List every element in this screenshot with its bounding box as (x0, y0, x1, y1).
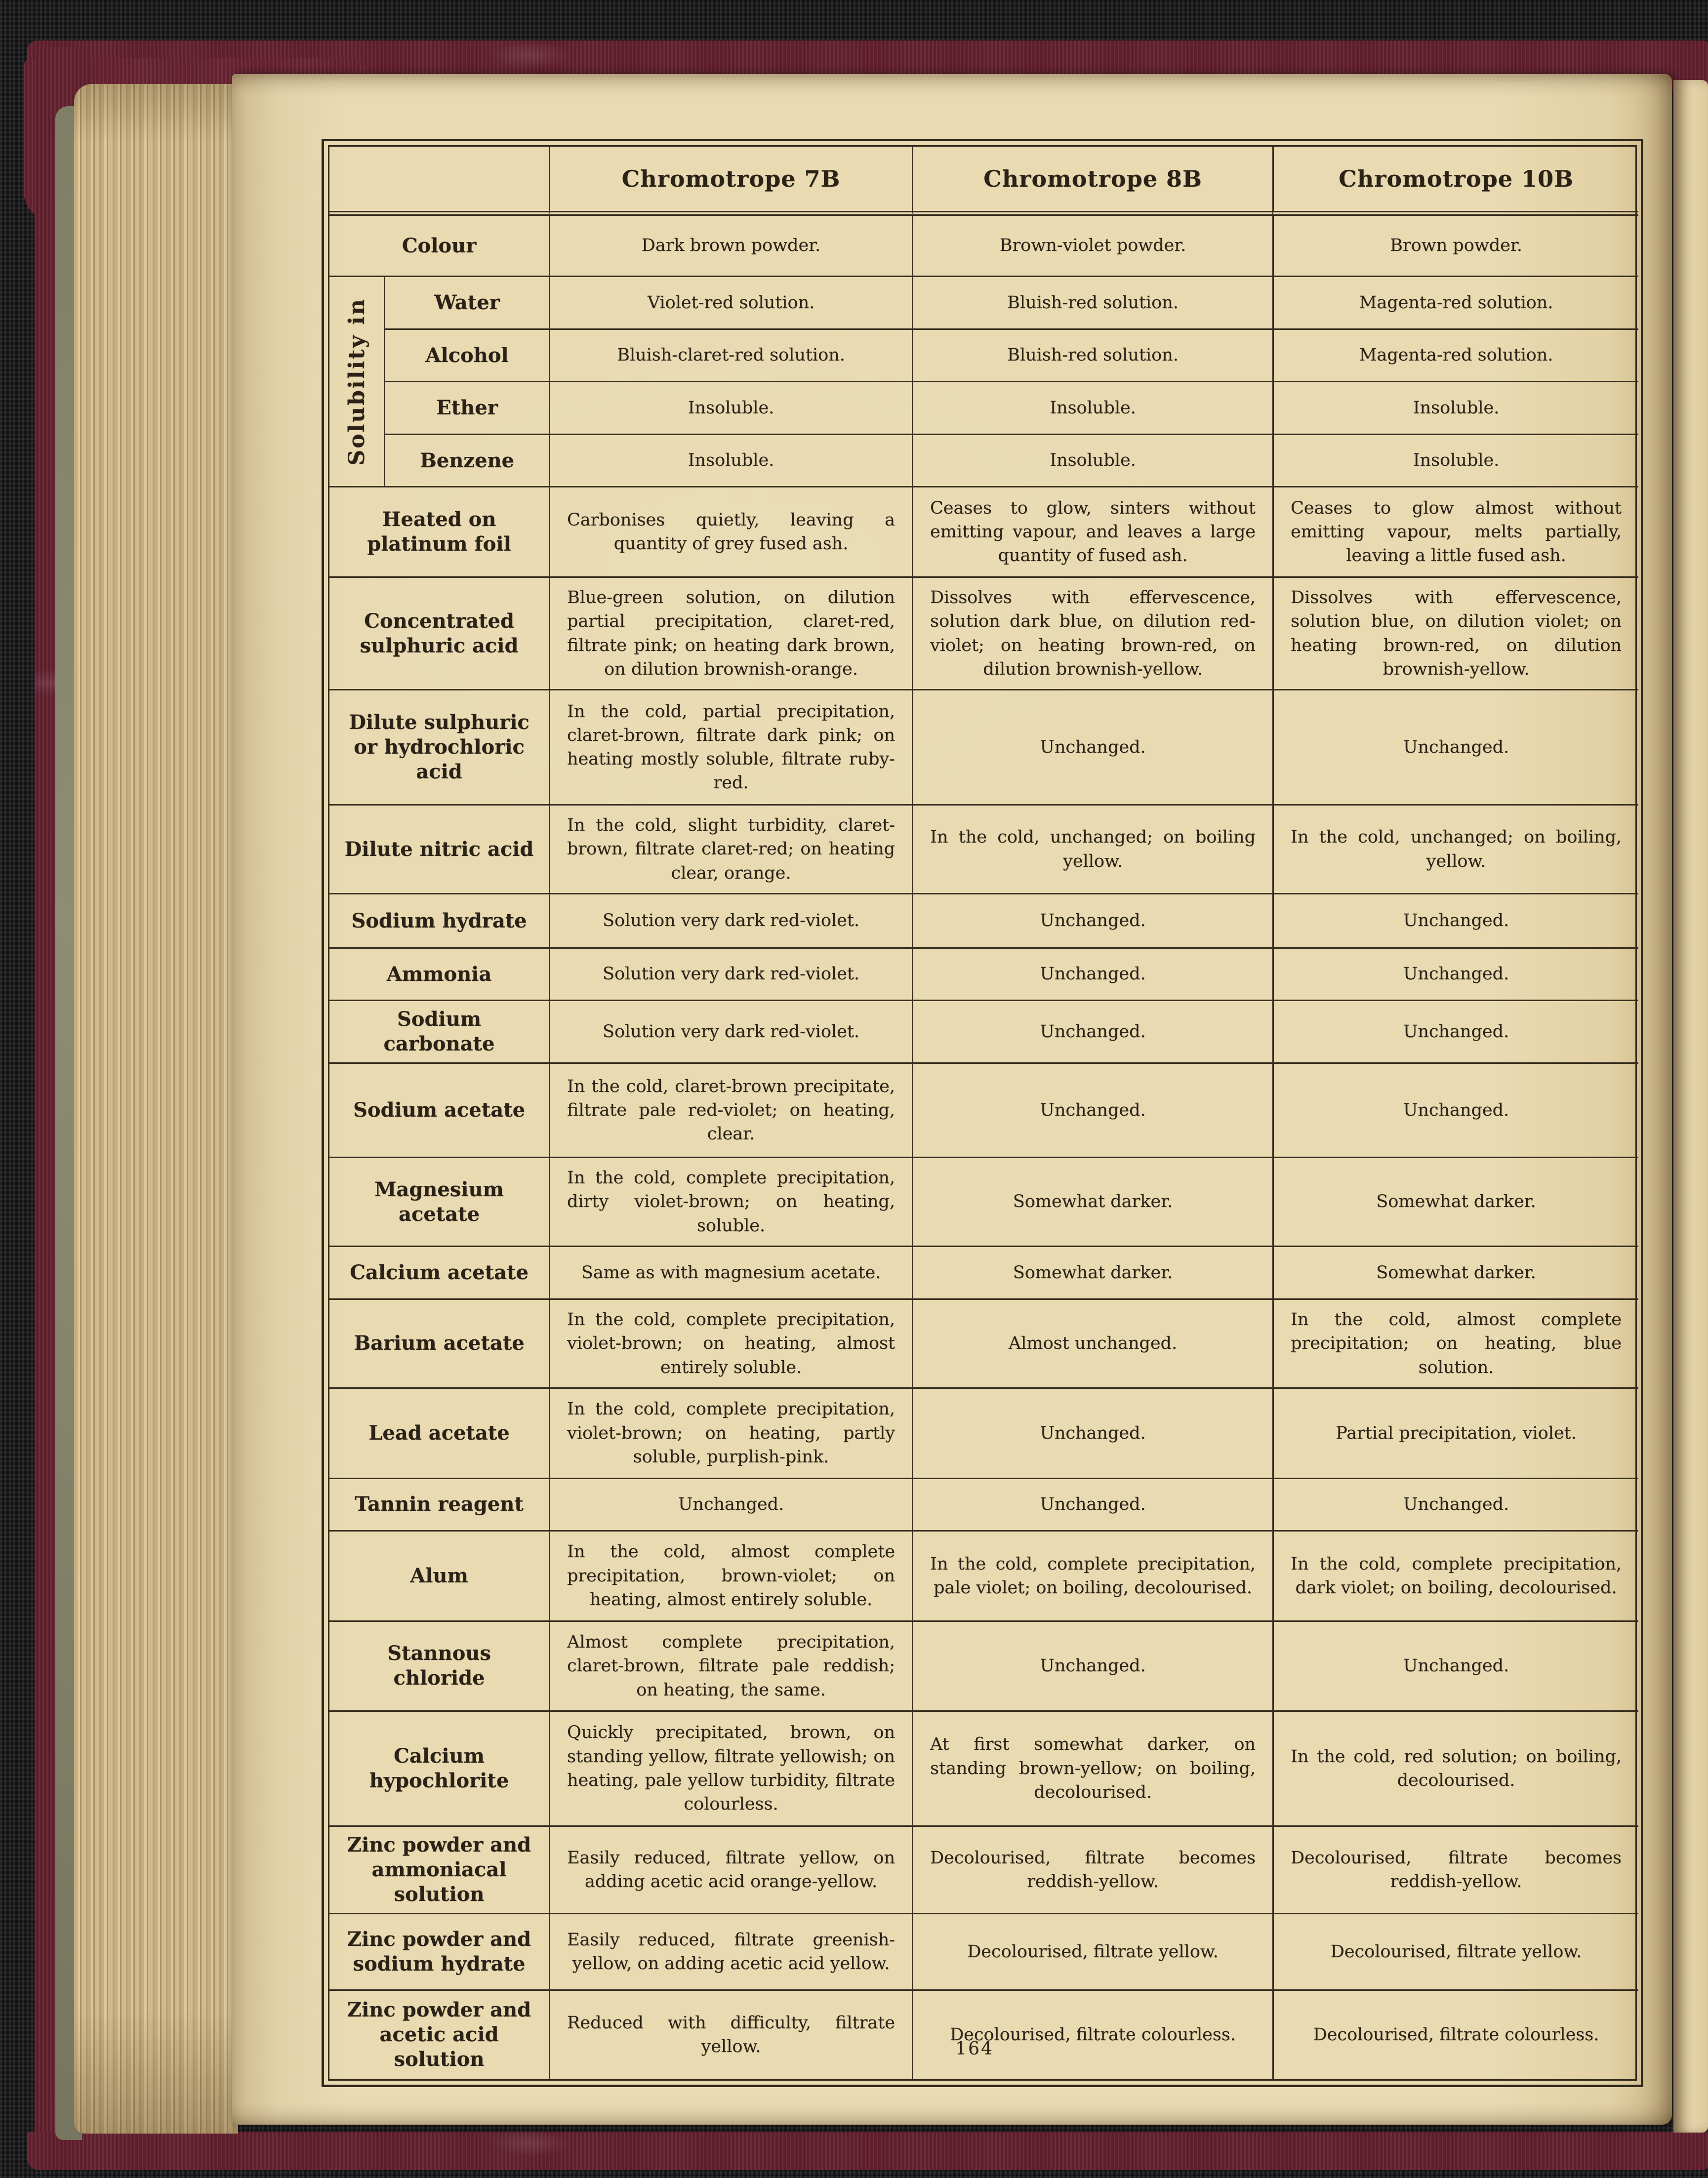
table-cell: Unchanged. (912, 1062, 1272, 1157)
table-cell: Somewhat darker. (1272, 1246, 1638, 1298)
table-grid (328, 145, 1637, 2081)
table-cell: Solution very dark red-violet. (549, 893, 912, 947)
row-label: Benzene (384, 434, 549, 486)
table-cell: Dissolves with effervescence, solution blue, on dilution violet; on heating brown-red, on dilution brownish-yellow. (1272, 576, 1638, 689)
table-cell: Unchanged. (1272, 947, 1638, 1000)
table-cell: Unchanged. (1272, 1620, 1638, 1710)
table-cell: Easily reduced, filtrate greenish-yellow, on adding acetic acid yellow. (549, 1913, 912, 1989)
table-cell: Bluish-red solution. (912, 276, 1272, 328)
table-cell: Unchanged. (912, 689, 1272, 804)
table-cell: Decolourised, filtrate colourless. (912, 1989, 1272, 2079)
table-cell: In the cold, unchanged; on boiling yellow. (912, 804, 1272, 893)
table-cell: Ceases to glow almost without emitting vapour, melts partially, leaving a little fused ash. (1272, 486, 1638, 576)
table-cell: Unchanged. (912, 1478, 1272, 1530)
table-cell: Violet-red solution. (549, 276, 912, 328)
table-cell: In the cold, unchanged; on boiling, yellow. (1272, 804, 1638, 893)
table-cell: At first somewhat darker, on standing brown-yellow; on boiling, decolourised. (912, 1710, 1272, 1825)
table-cell: In the cold, complete precipitation, dark violet; on boiling, decolourised. (1272, 1530, 1638, 1620)
row-label: Sodium hydrate (329, 893, 549, 947)
table-cell: Insoluble. (549, 381, 912, 434)
row-label: Calcium hypochlorite (329, 1710, 549, 1825)
table-cell: In the cold, red solution; on boiling, decolourised. (1272, 1710, 1638, 1825)
table-cell: Reduced with difficulty, filtrate yellow. (549, 1989, 912, 2079)
table-cell: Unchanged. (1272, 893, 1638, 947)
table-cell: In the cold, almost complete precipitation; on heating, blue solution. (1272, 1298, 1638, 1387)
table-cell: Dissolves with effervescence, solution dark blue, on dilution red-violet; on heating brown-red, on dilution brownish-yellow. (912, 576, 1272, 689)
page-number: 164 (955, 2039, 994, 2059)
row-label: Stannous chloride (329, 1620, 549, 1710)
row-label: Zinc powder and acetic acid solution (329, 1989, 549, 2079)
solubility-group-label: Solubility in (329, 276, 384, 486)
table-cell: Easily reduced, filtrate yellow, on adding acetic acid orange-yellow. (549, 1825, 912, 1913)
table-cell: Decolourised, filtrate colourless. (1272, 1989, 1638, 2079)
facing-page-edge (1673, 80, 1708, 2133)
table-cell: Solution very dark red-violet. (549, 1000, 912, 1062)
table-cell: Bluish-red solution. (912, 328, 1272, 381)
table-cell: Insoluble. (1272, 381, 1638, 434)
row-label: Sodium acetate (329, 1062, 549, 1157)
row-label: Alcohol (384, 328, 549, 381)
table-cell: In the cold, complete precipitation, violet-brown; on heating, partly soluble, purplish-pink. (549, 1387, 912, 1478)
table-cell: Solution very dark red-violet. (549, 947, 912, 1000)
table-corner-cell (329, 147, 549, 216)
table-cell: Somewhat darker. (1272, 1157, 1638, 1246)
table-cell: Insoluble. (912, 381, 1272, 434)
table-cell: In the cold, slight turbidity, claret-brown, filtrate claret-red; on heating clear, orange. (549, 804, 912, 893)
row-label: Ammonia (329, 947, 549, 1000)
table-cell: Carbonises quietly, leaving a quantity of grey fused ash. (549, 486, 912, 576)
table-cell: Insoluble. (912, 434, 1272, 486)
column-header-chromotrope-7b: Chromotrope 7B (549, 147, 912, 216)
table-cell: Unchanged. (912, 1620, 1272, 1710)
table-cell: Unchanged. (912, 1387, 1272, 1478)
column-header-chromotrope-10b: Chromotrope 10B (1272, 147, 1638, 216)
stacked-page-edges (74, 84, 238, 2134)
book-page (232, 74, 1672, 2125)
row-label: Calcium acetate (329, 1246, 549, 1298)
table-cell: Partial precipitation, violet. (1272, 1387, 1638, 1478)
row-label: Dilute sulphuric or hydrochloric acid (329, 689, 549, 804)
table-cell: Magenta-red solution. (1272, 276, 1638, 328)
row-label: Heated on platinum foil (329, 486, 549, 576)
table-cell: Blue-green solution, on dilution partial precipitation, claret-red, filtrate pink; on heating dark brown, on dilution brownish-orange. (549, 576, 912, 689)
table-cell: Insoluble. (549, 434, 912, 486)
row-label: Magnesium acetate (329, 1157, 549, 1246)
table-cell: Brown powder. (1272, 216, 1638, 276)
table-cell: Same as with magnesium acetate. (549, 1246, 912, 1298)
table-cell: Dark brown powder. (549, 216, 912, 276)
table-cell: In the cold, almost complete precipitation, brown-violet; on heating, almost entirely soluble. (549, 1530, 912, 1620)
table-cell: Unchanged. (912, 947, 1272, 1000)
table-cell: Insoluble. (1272, 434, 1638, 486)
column-header-chromotrope-8b: Chromotrope 8B (912, 147, 1272, 216)
row-label: Zinc powder and sodium hydrate (329, 1913, 549, 1989)
comparison-table (322, 139, 1643, 2087)
table-cell: Bluish-claret-red solution. (549, 328, 912, 381)
table-cell: Unchanged. (549, 1478, 912, 1530)
table-cell: Magenta-red solution. (1272, 328, 1638, 381)
row-label: Water (384, 276, 549, 328)
table-cell: Ceases to glow, sinters without emitting vapour, and leaves a large quantity of fused ash. (912, 486, 1272, 576)
table-cell: Unchanged. (1272, 1062, 1638, 1157)
row-label: Tannin reagent (329, 1478, 549, 1530)
table-cell: Quickly precipitated, brown, on standing yellow, filtrate yellowish; on heating, pale yellow turbidity, filtrate colourless. (549, 1710, 912, 1825)
table-cell: In the cold, claret-brown precipitate, filtrate pale red-violet; on heating, clear. (549, 1062, 912, 1157)
table-cell: Decolourised, filtrate becomes reddish-yellow. (1272, 1825, 1638, 1913)
table-cell: Almost complete precipitation, claret-brown, filtrate pale reddish; on heating, the same. (549, 1620, 912, 1710)
row-label: Concentrated sulphuric acid (329, 576, 549, 689)
table-cell: Decolourised, filtrate yellow. (912, 1913, 1272, 1989)
table-cell: Unchanged. (1272, 1000, 1638, 1062)
row-label: Zinc powder and ammoniacal solution (329, 1825, 549, 1913)
table-cell: Decolourised, filtrate becomes reddish-yellow. (912, 1825, 1272, 1913)
table-cell: In the cold, complete precipitation, violet-brown; on heating, almost entirely soluble. (549, 1298, 912, 1387)
row-label: Colour (402, 234, 477, 257)
table-cell: Unchanged. (912, 893, 1272, 947)
book-cover-edge-bottom (27, 2132, 1708, 2170)
table-cell: In the cold, complete precipitation, pale violet; on boiling, decolourised. (912, 1530, 1272, 1620)
table-cell: In the cold, complete precipitation, dirty violet-brown; on heating, soluble. (549, 1157, 912, 1246)
row-label: Barium acetate (329, 1298, 549, 1387)
table-cell: Almost unchanged. (912, 1298, 1272, 1387)
row-label: Alum (329, 1530, 549, 1620)
row-label: Sodium carbonate (329, 1000, 549, 1062)
table-cell: Brown-violet powder. (912, 216, 1272, 276)
table-cell: Somewhat darker. (912, 1246, 1272, 1298)
table-cell: Somewhat darker. (912, 1157, 1272, 1246)
table-cell: Unchanged. (1272, 689, 1638, 804)
table-cell: Decolourised, filtrate yellow. (1272, 1913, 1638, 1989)
row-label: Lead acetate (329, 1387, 549, 1478)
row-label: Dilute nitric acid (329, 804, 549, 893)
table-cell: Unchanged. (1272, 1478, 1638, 1530)
row-label: Ether (384, 381, 549, 434)
table-cell: In the cold, partial precipitation, claret-brown, filtrate dark pink; on heating mostly soluble, filtrate ruby-red. (549, 689, 912, 804)
table-cell: Unchanged. (912, 1000, 1272, 1062)
